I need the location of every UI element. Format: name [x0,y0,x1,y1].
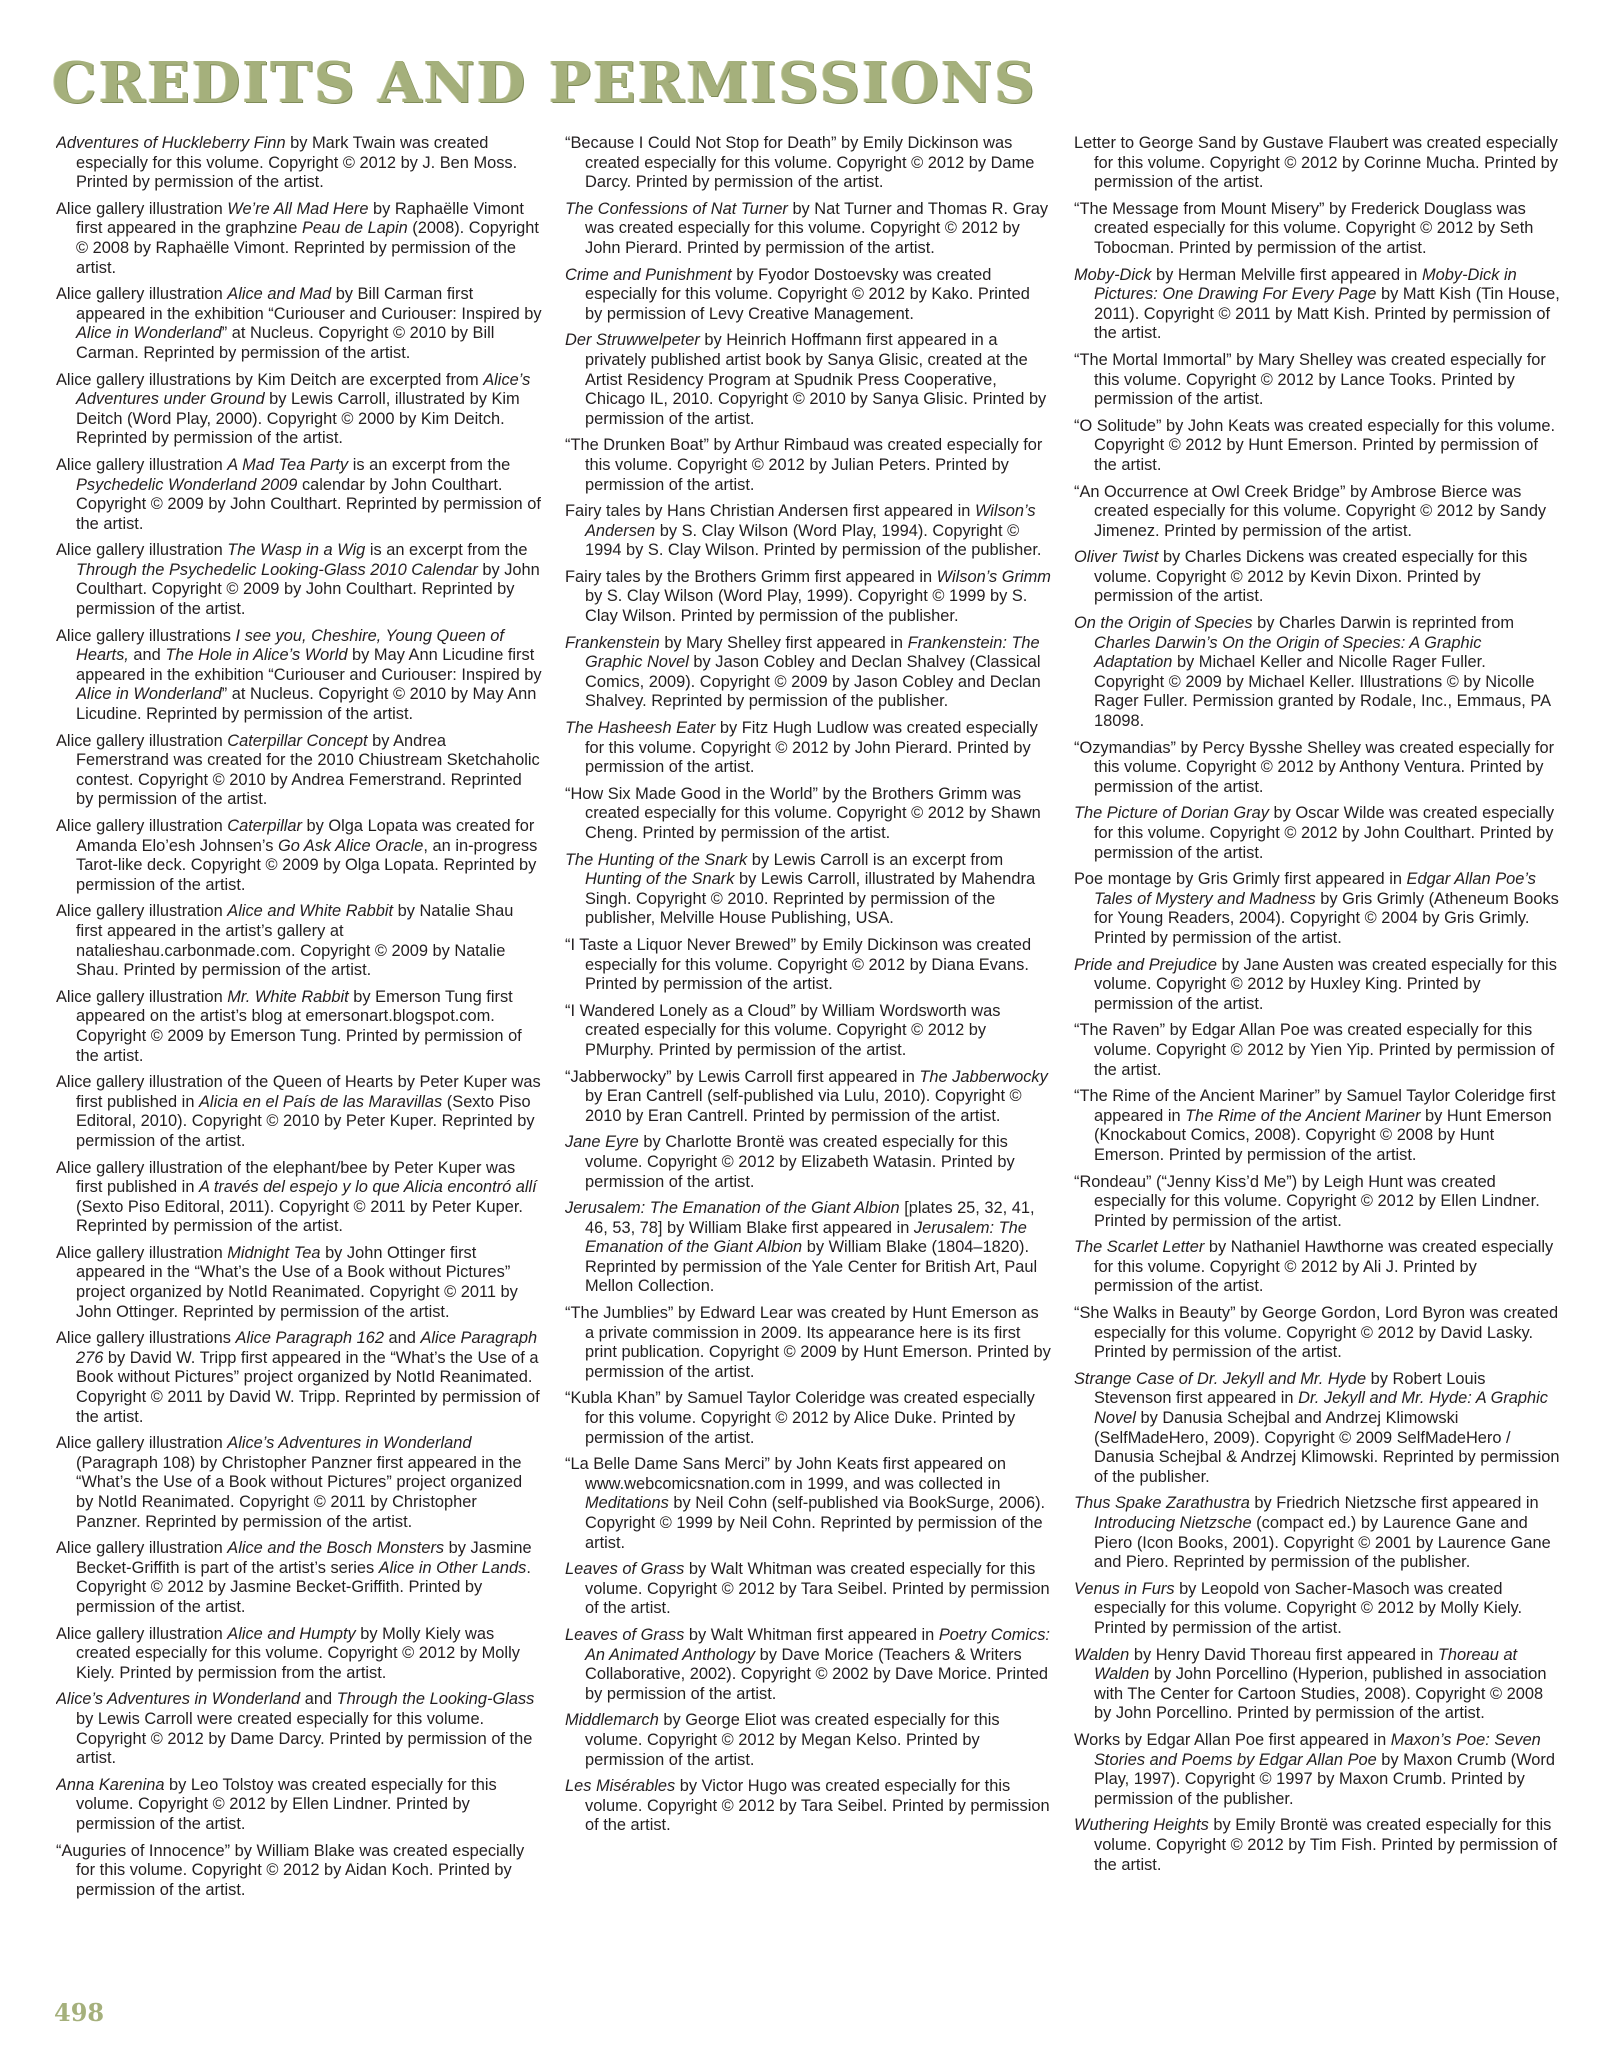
credit-entry [565,1455,1051,1553]
credit-text: and [300,1690,337,1709]
credit-text: by Emily Brontë was created especially for this volume. Copyright © 2012 by Tim Fish. Printed by permission of the artist. [1094,1816,1558,1874]
credit-text: “The Rime of the Ancient Mariner” by Samuel Taylor Coleridge first appeared in [1074,1087,1556,1125]
credit-text: by Robert Louis Stevenson first appeared in [1094,1369,1486,1408]
credit-text: by Oscar Wilde was created especially for this volume. Copyright © 2012 by John Coulthart. Printed by permission of the artist. [1094,804,1555,862]
credit-text: by Walt Whitman was created especially for this volume. Copyright © 2012 by Tara Seibel. Printed by permission of the artist. [585,1560,1050,1618]
credit-text: by Neil Cohn (self-published via BookSurge, 2006). Copyright © 1999 by Neil Cohn. Reprinted by permission of the artist. [585,1494,1046,1552]
credit-entry [1074,1304,1560,1363]
credit-entry [1074,1580,1560,1639]
credit-text: by Nathaniel Hawthorne was created especially for this volume. Copyright © 2012 by Ali J. Printed by permission of the artist. [1094,1238,1554,1296]
credit-text: (Sexto Piso Editoral, 2010). Copyright © 2010 by Peter Kuper. Reprinted by permission of the artist. [76,1092,535,1150]
credit-title: Introducing Nietzsche [1094,1514,1252,1532]
credit-text: by Lewis Carroll were created especially for this volume. Copyright © 2012 by Dame Darcy. Printed by permission of the artist. [76,1709,533,1768]
credit-title: Maxon’s Poe: Seven Stories and Poems by Edgar Allan Poe [1094,1730,1541,1769]
credit-entry [565,331,1051,429]
credit-text: by Michael Keller and Nicolle Rager Fuller. Copyright © 2009 by Michael Keller. Illustrations © by Nicolle Rager Fuller. Permission granted by Rodale, Inc., Emmaus, PA 18098. [1094,653,1551,731]
credit-text: by John Porcellino (Hyperion, published in association with The Center for Cartoon Studies, 2008). Copyright © 2008 by John Porcellino. Printed by permission of the artist. [1094,1665,1547,1723]
credit-entry [56,817,542,895]
credit-text: “An Occurrence at Owl Creek Bridge” by Ambrose Bierce was created especially for this volume. Copyright © 2012 by Sandy Jimenez. Printed by permission of the artist. [1074,482,1547,540]
credit-text: Alice gallery illustration [56,199,228,218]
credit-entry [1074,1494,1560,1572]
credit-text: by Maxon Crumb (Word Play, 1997). Copyright © 1997 by Maxon Crumb. Printed by permission of the publisher. [1094,1750,1555,1808]
credit-entry [56,456,542,534]
credit-text: “I Taste a Liquor Never Brewed” by Emily Dickinson was created especially for this volume. Copyright © 2012 by Diana Evans. Printed by permission of the artist. [565,935,1032,994]
credit-text: Alice gallery illustration [56,902,228,921]
credit-text: Alice gallery illustration [56,541,228,560]
credit-text: by Fyodor Dostoevsky was created especially for this volume. Copyright © 2012 by Kako. Printed by permission of Levy Creative Management. [585,265,1030,323]
credit-title: I see you, Cheshire, Young Queen of Hearts, [76,626,504,665]
credit-text: “The Jumblies” by Edward Lear was created by Hunt Emerson as a private commission in 2009. Its appearance here is its first print publication. Copyright © 2009 by Hunt Emerson. Printed by permission of the artist. [565,1304,1051,1381]
credit-title: Thoreau at Walden [1094,1645,1518,1684]
page-number: 498 [54,1998,105,2027]
credit-entry [565,200,1051,259]
credit-entry [1074,1370,1560,1488]
credit-text: by Jane Austen was created especially for this volume. Copyright © 2012 by Huxley King. Printed by permission of the artist. [1094,955,1557,1013]
credit-entry [1074,1173,1560,1232]
credit-title: Alice Paragraph 162 [235,1329,384,1348]
credit-text: by Charles Darwin is reprinted from [1252,614,1515,633]
credit-title: Psychedelic Wonderland 2009 [76,475,298,494]
credit-text: by Mary Shelley first appeared in [659,633,908,652]
credits-column-1 [56,134,542,1994]
credit-text: “How Six Made Good in the World” by the Brothers Grimm was created especially for this volume. Copyright © 2012 by Shawn Cheng. Printed by permission of the artist. [565,784,1041,842]
credit-title: The Scarlet Letter [1074,1238,1205,1257]
credit-entry [565,266,1051,325]
credit-title: A través del espejo y lo que Alicia encontró allí [199,1178,537,1197]
credit-text: Alice gallery illustration [56,817,228,835]
credit-text: calendar by John Coulthart. Copyright © 2009 by John Coulthart. Reprinted by permission of the artist. [76,475,541,533]
credit-text: “She Walks in Beauty” by George Gordon, Lord Byron was created especially for this volume. Copyright © 2012 by David Lasky. Printed by permission of the artist. [1074,1304,1559,1362]
credit-text: by Molly Kiely was created especially for this volume. Copyright © 2012 by Molly Kiely. Printed by permission from the artist. [76,1624,520,1682]
credit-title: Oliver Twist [1074,548,1159,567]
credit-text: by Jason Cobley and Declan Shalvey (Classical Comics, 2009). Copyright © 2009 by Jason Cobley and Declan Shalvey. Reprinted by permission of the publisher. [585,653,1041,711]
credit-title: Frankenstein: The Graphic Novel [585,633,1040,672]
credit-entry [56,1434,542,1532]
credit-entry [565,634,1051,712]
credit-entry [1074,1816,1560,1875]
credit-title: Charles Darwin’s On the Origin of Species: A Graphic Adaptation [1094,633,1482,672]
credit-text: “Ozymandias” by Percy Bysshe Shelley was created especially for this volume. Copyright © 2012 by Anthony Ventura. Printed by permission of the artist. [1074,738,1555,796]
credit-title: Alicia en el País de las Maravillas [199,1092,443,1111]
credit-entry [565,1133,1051,1192]
credit-title: We’re All Mad Here [227,199,369,218]
credit-text: by Olga Lopata was created for Amanda Elo’esh Johnsen’s [76,817,535,855]
credit-entry [1074,266,1560,344]
credit-title: Jerusalem: The Emanation of the Giant Albion [565,1199,900,1218]
credit-entry [1074,1646,1560,1724]
credit-entry [565,719,1051,778]
credit-title: Moby-Dick in Pictures: One Drawing For Every Page [1094,265,1517,304]
credit-title: Alice’s Adventures in Wonderland [56,1690,301,1709]
credit-title: Leaves of Grass [565,1560,685,1579]
credit-title: Leaves of Grass [565,1625,685,1644]
credit-entry [56,371,542,449]
credit-text: “The Raven” by Edgar Allan Poe was created especially for this volume. Copyright © 2012 by Yien Yip. Printed by permission of the artist. [1074,1021,1555,1079]
credit-text: by Emerson Tung first appeared on the artist’s blog at emersonart.blogspot.com. Copyright © 2009 by Emerson Tung. Printed by permission of the artist. [76,987,522,1065]
credits-columns [56,134,1560,1994]
credit-title: Middlemarch [565,1711,659,1730]
credit-text: by Fitz Hugh Ludlow was created especially for this volume. Copyright © 2012 by John Pierard. Printed by permission of the artist. [585,719,1038,777]
credit-text: “The Message from Mount Misery” by Frederick Douglass was created especially for this volume. Copyright © 2012 by Seth Tobocman. Printed by permission of the artist. [1074,199,1534,257]
credit-text: Fairy tales by Hans Christian Andersen first appeared in [565,502,975,521]
credit-text: “Kubla Khan” by Samuel Taylor Coleridge was created especially for this volume. Copyright © 2012 by Alice Duke. Printed by permission of the artist. [565,1389,1035,1447]
credit-entry [56,1539,542,1617]
credit-text: Poe montage by Gris Grimly first appeared in [1074,870,1407,889]
credit-text: by Charles Dickens was created especially for this volume. Copyright © 2012 by Kevin Dixon. Printed by permission of the artist. [1094,548,1528,606]
credit-text: by Lewis Carroll is an excerpt from [747,850,1004,869]
credit-text: by Leo Tolstoy was created especially for this volume. Copyright © 2012 by Ellen Lindner. Printed by permission of the artist. [76,1775,497,1833]
credit-text: by Matt Kish (Tin House, 2011). Copyright © 2011 by Matt Kish. Printed by permission of the artist. [1094,285,1560,343]
credit-title: Midnight Tea [227,1243,321,1262]
credit-title: Venus in Furs [1074,1579,1175,1598]
credit-entry [56,1329,542,1427]
credit-title: The Wasp in a Wig [227,541,366,560]
credit-text: Alice gallery illustration [56,731,228,750]
credit-title: Alice and the Bosch Monsters [227,1539,445,1558]
credit-entry [1074,1731,1560,1809]
credit-entry [1074,1087,1560,1165]
page-title: CREDITS AND PERMISSIONS [52,50,1037,116]
credit-text: (Paragraph 108) by Christopher Panzner first appeared in the “What’s the Use of a Book without Pictures” project organized by NotId Reanimated. Copyright © 2011 by Christopher Panzner. Reprinted by permission of the artist. [76,1453,523,1531]
credit-entry [565,1560,1051,1619]
credit-text: by Natalie Shau first appeared in the artist’s gallery at natalieshau.carbonmade.com. Copyright © 2009 by Natalie Shau. Printed by permission of the artist. [76,902,514,980]
credit-entry [565,851,1051,929]
credit-title: The Hole in Alice’s World [165,646,348,665]
credit-title: Wilson’s Andersen [585,502,1036,540]
credit-title: Pride and Prejudice [1074,955,1218,974]
credit-title: Wilson’s Grimm [936,567,1051,586]
credit-text: by Walt Whitman first appeared in [684,1625,939,1644]
credit-text: (2008). Copyright © 2008 by Raphaëlle Vimont. Reprinted by permission of the artist. [76,219,539,277]
credit-entry [565,1068,1051,1127]
credit-title: Go Ask Alice Oracle [277,836,424,855]
credit-title: Hunting of the Snark [585,870,735,889]
credit-text: , an in-progress Tarot-like deck. Copyright © 2009 by Olga Lopata. Reprinted by permission of the artist. [76,836,538,894]
credit-entry [1074,870,1560,948]
credit-text: “I Wandered Lonely as a Cloud” by William Wordsworth was created especially for this volume. Copyright © 2012 by PMurphy. Printed by permission of the artist. [565,1001,1001,1059]
credit-entry [565,502,1051,561]
credit-title: The Hasheesh Eater [565,719,716,738]
credit-entry [56,988,542,1066]
credit-text: and [384,1329,421,1348]
credit-entry [565,1199,1051,1297]
credit-title: Alice’s Adventures in Wonderland [227,1434,472,1453]
credit-text: by May Ann Licudine first appeared in the exhibition “Curiouser and Curiouser: Inspired by [76,646,542,684]
credit-entry [1074,1238,1560,1297]
credit-text: by Lewis Carroll, illustrated by Mahendra Singh. Copyright © 2010. Reprinted by permission of the publisher, Melville House Publishing, USA. [585,870,1036,928]
credit-title: The Jabberwocky [919,1067,1048,1086]
credit-text: by Charlotte Brontë was created especially for this volume. Copyright © 2012 by Elizabeth Watasin. Printed by permission of the artist. [585,1133,1015,1191]
credit-entry [1074,134,1560,193]
credit-text: Letter to George Sand by Gustave Flaubert was created especially for this volume. Copyright © 2012 by Corinne Mucha. Printed by permission of the artist. [1074,134,1558,192]
credit-text: Fairy tales by the Brothers Grimm first appeared in [565,567,937,586]
credit-title: Frankenstein [565,633,660,652]
credit-text: by George Eliot was created especially for this volume. Copyright © 2012 by Megan Kelso. Printed by permission of the artist. [585,1711,1000,1769]
credit-text: “Auguries of Innocence” by William Blake was created especially for this volume. Copyright © 2012 by Aidan Koch. Printed by permission of the artist. [56,1841,525,1899]
credit-title: The Picture of Dorian Gray [1074,804,1269,823]
credit-text: ” at Nucleus. Copyright © 2010 by Bill Carman. Reprinted by permission of the artist. [76,324,495,362]
credit-text: “Because I Could Not Stop for Death” by Emily Dickinson was created especially for this volume. Copyright © 2012 by Dame Darcy. Printed by permission of the artist. [565,134,1035,192]
credits-column-3 [1074,134,1560,1994]
credit-entry [56,200,542,278]
credit-text: by Gris Grimly (Atheneum Books for Young Readers, 2004). Copyright © 2004 by Gris Grimly. Printed by permission of the artist. [1094,889,1559,947]
credit-entry [565,1304,1051,1382]
credit-title: Wuthering Heights [1074,1816,1209,1835]
credit-title: The Confessions of Nat Turner [565,199,788,218]
credit-title: Adventures of Huckleberry Finn [56,134,286,152]
credit-text: by Lewis Carroll, illustrated by Kim Deitch (Word Play, 2000). Copyright © 2000 by Kim Deitch. Reprinted by permission of the artist. [76,390,520,448]
credit-entry [56,1625,542,1684]
credit-text: Alice gallery illustration of the Queen of Hearts by Peter Kuper was first published in [56,1073,541,1111]
credit-text: by John Ottinger first appeared in the “What’s the Use of a Book without Pictures” project organized by NotId Reanimated. Copyright © 2011 by John Ottinger. Reprinted by permission of the artist. [76,1243,518,1321]
credit-entry [565,936,1051,995]
credit-entry [1074,614,1560,732]
credit-entry [565,436,1051,495]
credit-entry [56,627,542,725]
credit-text: by Jasmine Becket-Griffith is part of the artist’s series [76,1539,532,1577]
credit-text: “The Drunken Boat” by Arthur Rimbaud was created especially for this volume. Copyright © 2012 by Julian Peters. Printed by permission of the artist. [565,436,1043,494]
credit-text: by Danusia Schejbal and Andrzej Klimowski (SelfMadeHero, 2009). Copyright © 2009 SelfMadeHero / Danusia Schejbal & Andrzej Klimowski. Reprinted by permission of the publisher. [1094,1409,1560,1486]
credit-text: and [128,646,166,665]
credit-entry [1074,739,1560,798]
credit-entry [565,1002,1051,1061]
credit-text: Alice gallery illustration [56,1624,228,1643]
credit-text: Alice gallery illustration [56,455,228,474]
credit-title: Anna Karenina [56,1775,165,1794]
credit-title: Crime and Punishment [565,265,732,284]
credit-title: Dr. Jekyll and Mr. Hyde: A Graphic Novel [1094,1389,1548,1428]
credit-title: The Hunting of the Snark [565,850,748,869]
credit-text: (Sexto Piso Editoral, 2011). Copyright © 2011 by Peter Kuper. Reprinted by permission of the artist. [76,1197,523,1236]
credit-text: Alice gallery illustration [56,1434,228,1453]
credit-text: Alice gallery illustrations by Kim Deitch are excerpted from [56,370,484,389]
credit-text: “Rondeau” (“Jenny Kiss’d Me”) by Leigh Hunt was created especially for this volume. Copyright © 2012 by Ellen Lindner. Printed by permission of the artist. [1074,1172,1540,1230]
credit-entry [56,1776,542,1835]
credit-title: Moby-Dick [1074,265,1152,284]
credit-title: Alice and Humpty [227,1624,356,1643]
credit-title: Alice in Other Lands [378,1558,527,1577]
credit-entry [56,1159,542,1237]
credit-entry [56,134,542,193]
credit-title: Les Misérables [565,1777,676,1796]
credit-title: Alice in Wonderland [76,685,222,704]
credit-text: Alice gallery illustrations [56,1329,236,1348]
credit-text: by Victor Hugo was created especially for this volume. Copyright © 2012 by Tara Seibel. Printed by permission of the artist. [585,1777,1050,1835]
credit-title: Meditations [585,1494,669,1513]
credit-text: Alice gallery illustration [56,1539,228,1558]
credit-text: [plates 25, 32, 41, 46, 53, 78] by William Blake first appeared in [585,1199,1035,1237]
credit-entry [1074,351,1560,410]
credit-entry [56,1842,542,1901]
credit-text: by Nat Turner and Thomas R. Gray was created especially for this volume. Copyright © 2012 by John Pierard. Printed by permission of the artist. [585,199,1049,257]
credit-text: Alice gallery illustration [56,987,228,1006]
credit-text: by Eran Cantrell (self-published via Lulu, 2010). Copyright © 2010 by Eran Cantrell. Printed by permission of the artist. [585,1087,1022,1125]
credit-text: by Mark Twain was created especially for this volume. Copyright © 2012 by J. Ben Moss. Printed by permission of the artist. [76,134,518,192]
credit-text: “The Mortal Immortal” by Mary Shelley was created especially for this volume. Copyright © 2012 by Lance Tooks. Printed by permission of the artist. [1074,350,1546,409]
credit-entry [56,902,542,980]
credit-text: by Dave Morice (Teachers & Writers Collaborative, 2002). Copyright © 2002 by Dave Morice. Printed by permission of the artist. [585,1645,1049,1703]
credit-text: by Raphaëlle Vimont first appeared in the graphzine [76,199,524,238]
credit-title: Edgar Allan Poe’s Tales of Mystery and Madness [1094,870,1536,908]
credit-text: by John Coulthart. Copyright © 2009 by John Coulthart. Reprinted by permission of the artist. [76,560,540,619]
credit-text: by Heinrich Hoffmann first appeared in a privately published artist book by Sanya Glisic, created at the Artist Residency Program at Spudnik Press Cooperative, Chicago IL, 2010. Copyright © 2010 by Sanya Glisic. Printed by permission of the artist. [585,331,1047,428]
credit-title: Caterpillar Concept [227,731,368,750]
credit-title: Caterpillar [227,817,302,835]
credit-text: by Hunt Emerson (Knockabout Comics, 2008). Copyright © 2008 by Hunt Emerson. Printed by permission of the artist. [1094,1106,1552,1164]
credit-text: Alice gallery illustration [56,1243,228,1262]
credit-text: by Bill Carman first appeared in the exhibition “Curiouser and Curiouser: Inspired by [76,285,542,323]
credit-text: Alice gallery illustrations [56,626,236,645]
credit-entry [565,1626,1051,1704]
credit-text: (compact ed.) by Laurence Gane and Piero (Icon Books, 2001). Copyright © 2001 by Laurence Gane and Piero. Reprinted by permission of the publisher. [1094,1514,1551,1572]
credit-entry [565,785,1051,844]
credit-title: Alice’s Adventures under Ground [76,370,531,409]
credit-entry [56,1690,542,1768]
credit-text: is an excerpt from the [348,455,511,474]
credit-title: Jane Eyre [565,1133,639,1152]
credit-entry [1074,200,1560,259]
credit-text: by Andrea Femerstrand was created for the 2010 Chiustream Sketchaholic contest. Copyright © 2010 by Andrea Femerstrand. Reprinted by permission of the artist. [76,731,540,809]
credit-title: Walden [1074,1645,1130,1664]
credit-text: Alice gallery illustration of the elephant/bee by Peter Kuper was first published in [56,1158,516,1197]
credit-text: ” at Nucleus. Copyright © 2010 by May Ann Licudine. Reprinted by permission of the artist. [76,685,537,724]
credit-title: Jerusalem: The Emanation of the Giant Albion [585,1218,1027,1257]
credit-title: Alice and White Rabbit [227,902,394,921]
credit-title: Peau de Lapin [301,219,408,238]
credit-title: Alice in Wonderland [76,324,222,343]
credit-entry [56,732,542,810]
credit-title: On the Origin of Species [1074,614,1253,633]
credit-entry [1074,804,1560,863]
credit-title: Alice Paragraph 276 [76,1329,538,1367]
credit-text: by Friedrich Nietzsche first appeared in [1249,1494,1539,1513]
credit-entry [565,1777,1051,1836]
credit-title: Der Struwwelpeter [565,331,700,350]
credit-text: by S. Clay Wilson (Word Play, 1994). Copyright © 1994 by S. Clay Wilson. Printed by permission of the publisher. [585,521,1042,560]
credit-entry [1074,483,1560,542]
credit-entry [1074,956,1560,1015]
credit-text: is an excerpt from the [365,541,528,560]
credits-column-2 [565,134,1051,1994]
credit-entry [565,1711,1051,1770]
credit-entry [56,541,542,619]
credit-entry [565,134,1051,193]
credit-entry [1074,1021,1560,1080]
credit-entry [565,1389,1051,1448]
credit-title: Strange Case of Dr. Jekyll and Mr. Hyde [1074,1369,1367,1388]
credit-text: “La Belle Dame Sans Merci” by John Keats first appeared on www.webcomicsnation.com in 1999, and was collected in [565,1455,1006,1493]
credit-title: Thus Spake Zarathustra [1074,1494,1250,1513]
credit-text: by William Blake (1804–1820). Reprinted by permission of the Yale Center for British Art, Paul Mellon Collection. [585,1238,1038,1296]
credit-title: Mr. White Rabbit [227,987,349,1006]
credit-title: Through the Psychedelic Looking-Glass 2010 Calendar [76,560,478,579]
credit-text: “O Solitude” by John Keats was created especially for this volume. Copyright © 2012 by Hunt Emerson. Printed by permission of the artist. [1074,416,1556,474]
credit-entry [56,285,542,363]
credit-title: The Rime of the Ancient Mariner [1185,1106,1421,1125]
credit-entry [1074,548,1560,607]
credit-entry [56,1244,542,1322]
credit-entry [565,568,1051,627]
credit-title: Poetry Comics: An Animated Anthology [585,1625,1050,1664]
credit-title: Through the Looking-Glass [336,1690,535,1709]
credit-title: Alice and Mad [227,285,332,304]
credit-text: by Herman Melville first appeared in [1151,265,1422,284]
credit-text: by Henry David Thoreau first appeared in [1129,1645,1438,1664]
credit-entry [56,1073,542,1151]
credit-text: by David W. Tripp first appeared in the “What’s the Use of a Book without Pictures” project organized by NotId Reanimated. Copyright © 2011 by David W. Tripp. Reprinted by permission of the artist. [76,1348,540,1426]
credit-entry [1074,417,1560,476]
credit-text: . Copyright © 2012 by Jasmine Becket-Griffith. Printed by permission of the artist. [76,1558,531,1616]
credit-text: Alice gallery illustration [56,285,228,304]
credit-text: by Leopold von Sacher-Masoch was created especially for this volume. Copyright © 2012 by Molly Kiely. Printed by permission of the artist. [1094,1579,1523,1637]
credit-text: “Jabberwocky” by Lewis Carroll first appeared in [565,1067,920,1086]
credit-text: by S. Clay Wilson (Word Play, 1999). Copyright © 1999 by S. Clay Wilson. Printed by permission of the publisher. [585,587,1028,626]
credit-title: A Mad Tea Party [227,455,349,474]
credit-text: Works by Edgar Allan Poe first appeared in [1074,1730,1391,1749]
